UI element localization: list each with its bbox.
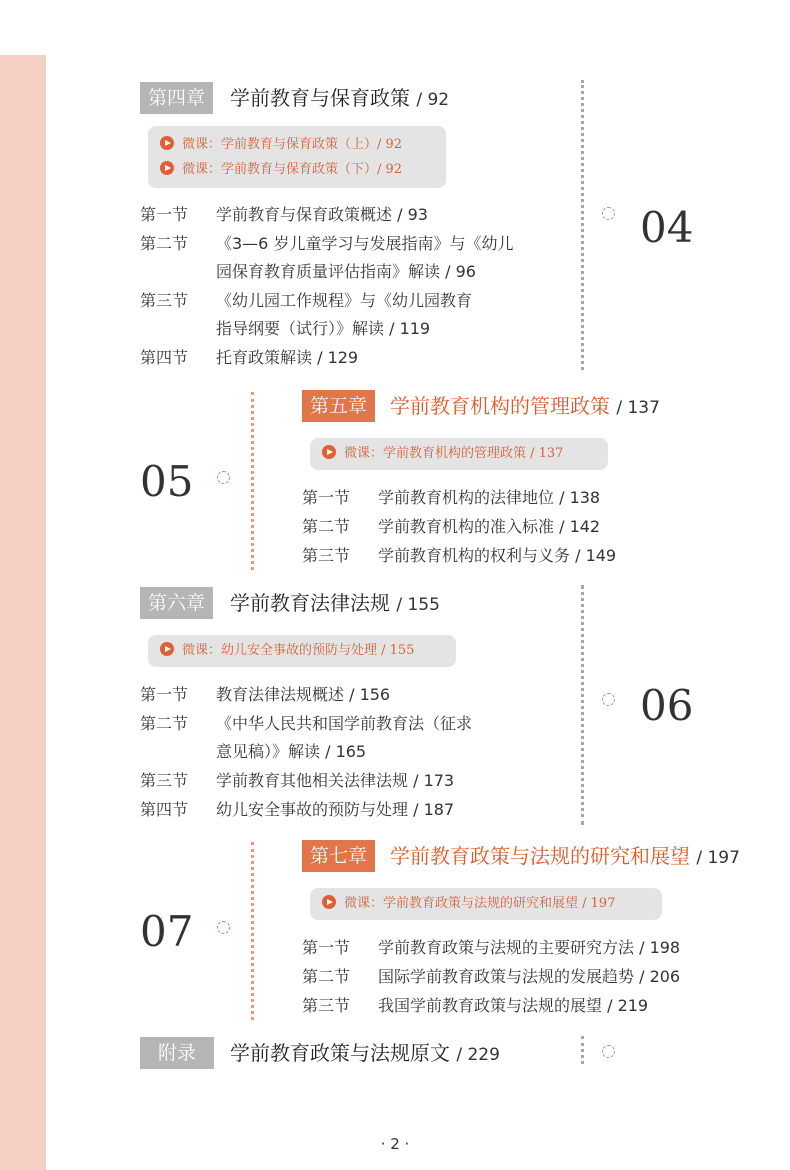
chapter-4-section-3-text-line-2[interactable]: 指导纲要（试行）》解读 / 119 [216,319,431,338]
chapter-5-heading[interactable] [390,390,660,424]
chapter-4-section-2-label: 第二节 [140,234,189,253]
appendix-title: 学前教育政策与法规原文 [230,1041,450,1065]
left-color-band [0,55,46,1170]
chapter-7-section-2-text[interactable]: 国际学前教育政策与法规的发展趋势 / 206 [378,967,681,986]
chapter-5-page: / 137 [616,398,660,418]
chapter-6-heading[interactable] [230,587,440,621]
chapter-6-section-1-text[interactable]: 教育法律法规概述 / 156 [216,685,391,704]
chapter-7-number: 07 [140,907,194,956]
chapter-4-label: 第四章 [140,82,213,114]
chapter-7-section-3-text[interactable]: 我国学前教育政策与法规的展望 / 219 [378,996,649,1015]
chapter-7-section-2-label: 第二节 [302,967,351,986]
chapter-7-lesson-1[interactable]: 微课：学前教育政策与法规的研究和展望 / 197 [322,893,615,915]
chapter-7-title: 学前教育政策与法规的研究和展望 [390,844,690,868]
chapter-7-heading[interactable] [390,840,740,874]
chapter-5-ring-marker [217,471,230,484]
chapter-4-section-2-text-line-2[interactable]: 园保育教育质量评估指南》解读 / 96 [216,262,476,281]
play-icon [160,642,174,656]
chapter-6-dotted-line [581,585,584,825]
chapter-7-section-1-text[interactable]: 学前教育政策与法规的主要研究方法 / 198 [378,938,681,957]
chapter-5-section-3-text[interactable]: 学前教育机构的权利与义务 / 149 [378,546,617,565]
chapter-7-page: / 197 [696,848,740,868]
chapter-6-ring-marker [602,693,615,706]
chapter-5-lesson-1[interactable]: 微课：学前教育机构的管理政策 / 137 [322,443,563,465]
chapter-6-number: 06 [640,681,694,730]
play-icon [322,895,336,909]
chapter-6-section-1-label: 第一节 [140,685,189,704]
chapter-4-page: / 92 [416,90,450,110]
chapter-4-number: 04 [640,203,694,252]
chapter-4-lesson-2[interactable]: 微课：学前教育与保育政策（下）/ 92 [160,159,402,181]
chapter-4-lesson-1[interactable]: 微课：学前教育与保育政策（上）/ 92 [160,134,402,156]
page-number: · 2 · [380,1135,410,1153]
chapter-7-section-3-label: 第三节 [302,996,351,1015]
chapter-5-section-1-text[interactable]: 学前教育机构的法律地位 / 138 [378,488,601,507]
chapter-6-section-2-text-line-1[interactable]: 《中华人民共和国学前教育法（征求 [216,714,473,733]
chapter-6-section-3-label: 第三节 [140,771,189,790]
chapter-4-section-1-label: 第一节 [140,205,189,224]
chapter-6-title: 学前教育法律法规 [230,591,390,615]
appendix-label: 附录 [140,1037,214,1069]
chapter-5-section-2-label: 第二节 [302,517,351,536]
chapter-5-title: 学前教育机构的管理政策 [390,394,610,418]
chapter-5-number: 05 [140,457,194,506]
appendix-dotted-line [581,1036,584,1064]
chapter-4-section-1-text[interactable]: 学前教育与保育政策概述 / 93 [216,205,428,224]
chapter-4-dotted-line [581,80,584,370]
chapter-4-section-4-text[interactable]: 托育政策解读 / 129 [216,348,359,367]
chapter-7-dotted-line [251,842,254,1020]
chapter-4-section-2-text-line-1[interactable]: 《3—6 岁儿童学习与发展指南》与《幼儿 [216,234,514,253]
chapter-6-section-2-label: 第二节 [140,714,189,733]
chapter-6-page: / 155 [396,595,440,615]
play-icon [160,161,174,175]
chapter-6-section-4-label: 第四节 [140,800,189,819]
chapter-5-section-1-label: 第一节 [302,488,351,507]
chapter-4-heading[interactable] [230,82,449,116]
chapter-4-title: 学前教育与保育政策 [230,86,410,110]
chapter-5-dotted-line [251,392,254,570]
chapter-5-label: 第五章 [302,390,375,422]
chapter-4-section-3-label: 第三节 [140,291,189,310]
chapter-5-section-3-label: 第三节 [302,546,351,565]
chapter-7-label: 第七章 [302,840,375,872]
play-icon [322,445,336,459]
chapter-4-section-4-label: 第四节 [140,348,189,367]
appendix-page: / 229 [456,1045,500,1065]
chapter-6-section-4-text[interactable]: 幼儿安全事故的预防与处理 / 187 [216,800,455,819]
chapter-4-ring-marker [602,207,615,220]
appendix-heading[interactable] [230,1037,500,1071]
chapter-6-lesson-1[interactable]: 微课：幼儿安全事故的预防与处理 / 155 [160,640,414,662]
chapter-7-section-1-label: 第一节 [302,938,351,957]
appendix-ring-marker [602,1045,615,1058]
chapter-7-ring-marker [217,921,230,934]
chapter-6-section-2-text-line-2[interactable]: 意见稿）》解读 / 165 [216,742,367,761]
chapter-6-section-3-text[interactable]: 学前教育其他相关法律法规 / 173 [216,771,455,790]
chapter-6-label: 第六章 [140,587,213,619]
play-icon [160,136,174,150]
chapter-5-section-2-text[interactable]: 学前教育机构的准入标准 / 142 [378,517,601,536]
chapter-4-section-3-text-line-1[interactable]: 《幼儿园工作规程》与《幼儿园教育 [216,291,473,310]
